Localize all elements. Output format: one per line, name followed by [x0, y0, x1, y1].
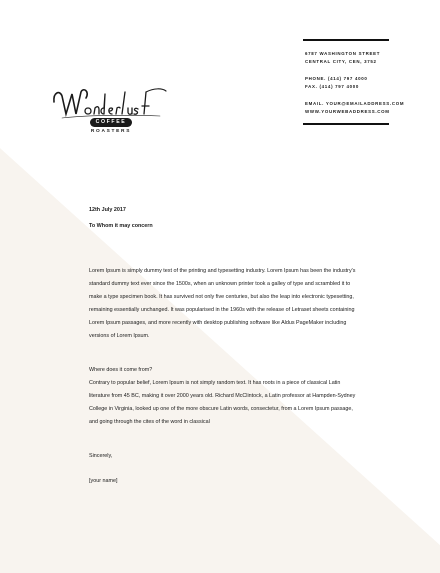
letter-signature: [your name]	[89, 478, 118, 484]
paragraph-line: literature from 45 BC, making it over 2000 years old. Richard McClintock, a Latin professor at Hampden-Sydney	[89, 393, 356, 399]
letter-date: 12th July 2017	[89, 207, 126, 213]
contact-phone: PHONE. (414) 797 4000	[305, 76, 368, 81]
logo-subtitle: ROASTERS	[90, 129, 132, 134]
contact-bottom-rule	[303, 123, 389, 125]
contact-fax: FAX. (414) 797 4000	[305, 84, 360, 89]
letter-question: Where does it come from?	[89, 367, 153, 373]
logo-script	[50, 82, 172, 122]
paragraph-line: Lorem Ipsum passages, and more recently with desktop publishing software like Aldus PageMaker including	[89, 320, 347, 326]
paragraph-line: versions of Lorem Ipsum.	[89, 333, 150, 339]
paragraph-line: standard dummy text ever since the 1500s, when an unknown printer took a galley of type and scrambled it to	[89, 281, 351, 287]
paragraph-line: and going through the cites of the word in classical	[89, 419, 210, 425]
contact-top-rule	[303, 39, 389, 41]
logo-coffee-badge: COFFEE	[90, 118, 132, 127]
paragraph-line: make a type specimen book. It has survived not only five centuries, but also the leap into electronic typesetting,	[89, 294, 354, 300]
paragraph-line: Lorem Ipsum is simply dummy text of the printing and typesetting industry. Lorem Ipsum has been the industry's	[89, 268, 356, 274]
paragraph-line: Contrary to popular belief, Lorem Ipsum is not simply random text. It has roots in a piece of classical Latin	[89, 380, 341, 386]
contact-web: WWW.YOURWEBADDRESS.COM	[305, 109, 390, 114]
letter-closing: Sincerely,	[89, 453, 113, 459]
contact-address-line2: CENTRAL CITY, CEN, 3752	[305, 59, 377, 64]
letter-salutation: To Whom it may concern	[89, 223, 153, 229]
brand-logo	[50, 82, 172, 140]
contact-email: EMAIL. YOUR@EMAILADDRESS.COM	[305, 101, 405, 106]
contact-address-line1: 6787 WASHINGTON STREET	[305, 51, 381, 56]
paragraph-line: College in Virginia, looked up one of the more obscure Latin words, consectetur, from a Lorem Ipsum passage,	[89, 406, 353, 412]
paragraph-line: remaining essentially unchanged. It was popularised in the 1960s with the release of Letraset sheets containing	[89, 307, 355, 313]
